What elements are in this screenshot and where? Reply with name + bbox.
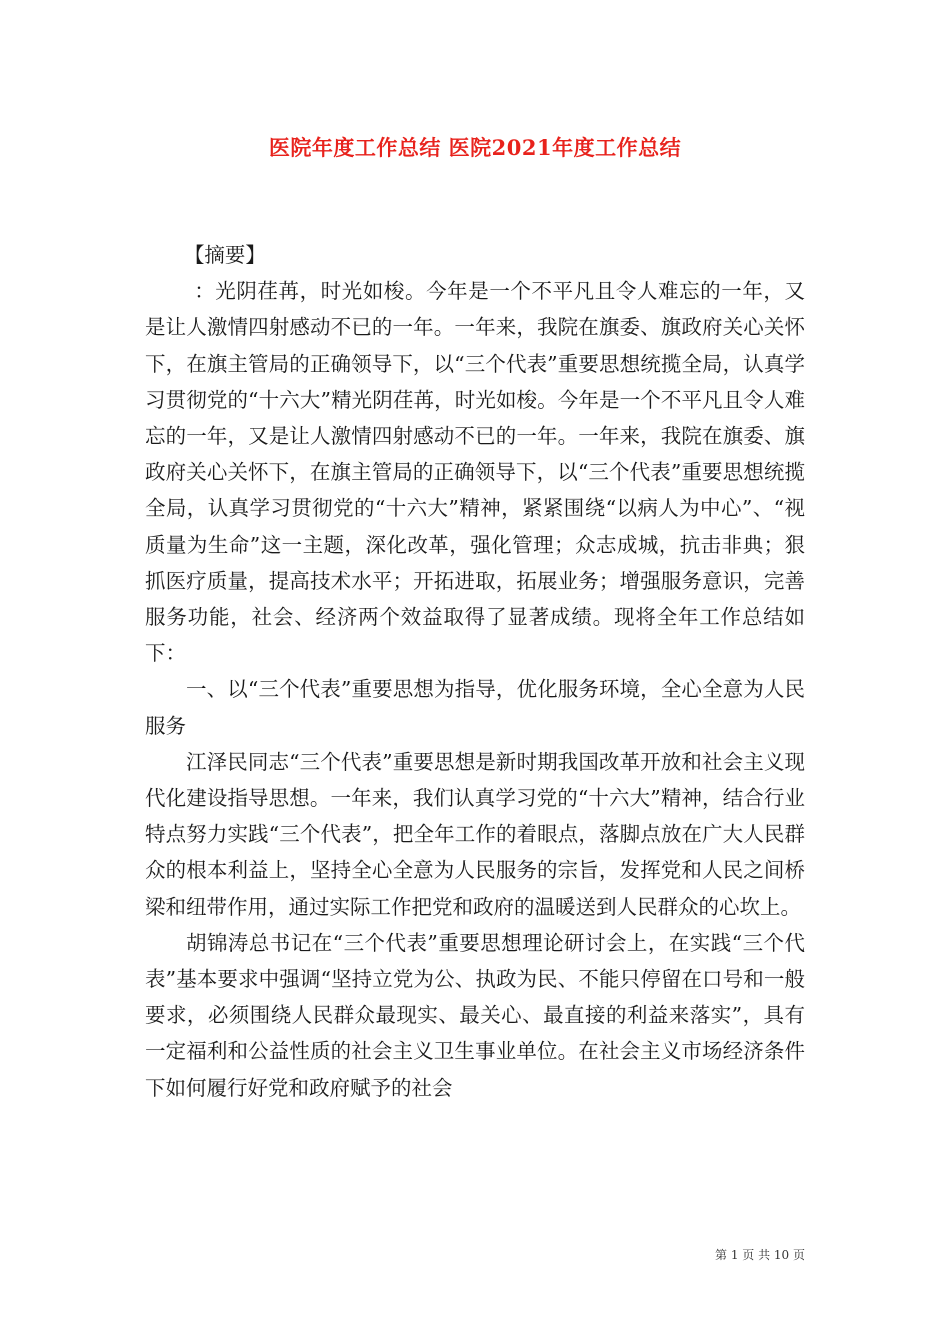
summary-label: 【摘要】	[183, 243, 266, 267]
paragraph-jiang: 江泽民同志“三个代表”重要思想是新时期我国改革开放和社会主义现代化建设指导思想。一年来，我们认真学习党的“十六大”精神，结合行业特点努力实践“三个代表”，把全年工作的着眼点，落脚点放在广大人民群众的根本利益上，坚持全心全意为人民服务的宗旨，发挥党和人民之间桥梁和纽带作用，通过实际工作把党和政府的温暖送到人民群众的心坎上。	[145, 749, 805, 919]
paragraph-summary: ：光阴荏苒，时光如梭。今年是一个不平凡且令人难忘的一年，又是让人激情四射感动不已的一年。一年来，我院在旗委、旗政府关心关怀下，在旗主管局的正确领导下，以“三个代表”重要思想统揽全局，认真学习贯彻党的“十六大”精光阴荏苒，时光如梭。今年是一个不平凡且令人难忘的一年，又是让人激情四射感动不已的一年。一年来，我院在旗委、旗政府关心关怀下，在旗主管局的正确领导下，以“三个代表”重要思想统揽全局，认真学习贯彻党的“十六大”精神，紧紧围绕“以病人为中心”、“视质量为生命”这一主题，深化改革，强化管理；众志成城，抗击非典；狠抓医疗质量，提高技术水平；开拓进取，拓展业务；增强服务意识，完善服务功能，社会、经济两个效益取得了显著成绩。现将全年工作总结如下：	[145, 279, 805, 666]
section-heading-1: 一、以“三个代表”重要思想为指导，优化服务环境，全心全意为人民服务	[145, 677, 805, 738]
page-number-footer: 第 1 页 共 10 页	[715, 1248, 805, 1262]
document-title: 医院年度工作总结 医院2021年度工作总结	[268, 135, 682, 160]
paragraph-hu: 胡锦涛总书记在“三个代表”重要思想理论研讨会上，在实践“三个代表”基本要求中强调“坚持立党为公、执政为民、不能只停留在口号和一般要求，必须围绕人民群众最现实、最关心、最直接的利益来落实”，具有一定福利和公益性质的社会主义卫生事业单位。在社会主义市场经济条件下如何履行好党和政府赋予的社会	[145, 930, 805, 1100]
document-body	[145, 237, 805, 1106]
